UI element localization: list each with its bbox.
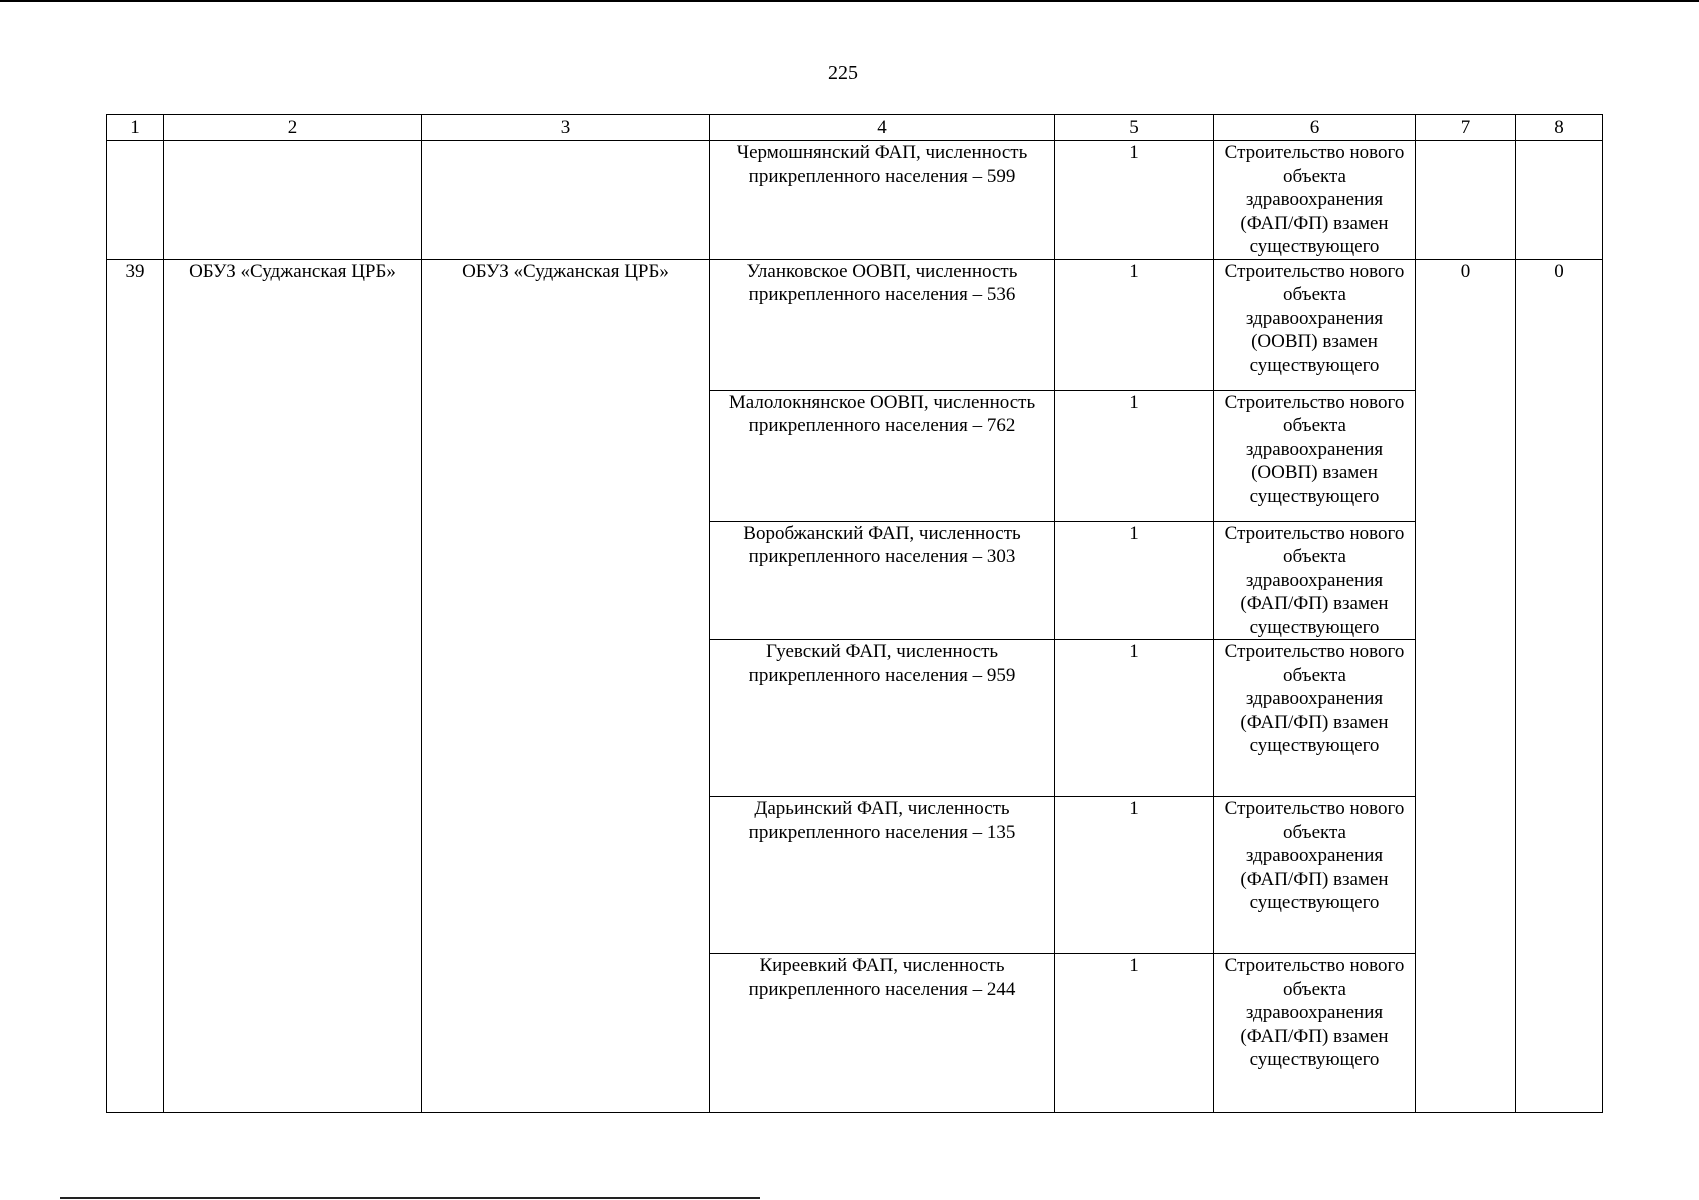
cell-action: Строительство нового объекта здравоохранения (ФАП/ФП) взамен существующего — [1214, 954, 1416, 1113]
header-col-3: 3 — [422, 115, 710, 141]
header-col-2: 2 — [164, 115, 422, 141]
cell-action: Строительство нового объекта здравоохранения (ФАП/ФП) взамен существующего — [1214, 521, 1416, 640]
header-row — [107, 115, 1603, 141]
cell-count: 1 — [1055, 390, 1214, 521]
cell-organization: ОБУЗ «Суджанская ЦРБ» — [164, 259, 422, 1113]
page-number: 225 — [828, 62, 858, 84]
cell-action: Строительство нового объекта здравоохранения (ФАП/ФП) взамен существующего — [1214, 797, 1416, 954]
table-row — [107, 259, 1603, 390]
header-col-4: 4 — [710, 115, 1055, 141]
cell-institution — [422, 141, 710, 260]
cell-organization — [164, 141, 422, 260]
header-col-6: 6 — [1214, 115, 1416, 141]
cell-object: Воробжанский ФАП, численность прикрепленного населения – 303 — [710, 521, 1055, 640]
header-col-1: 1 — [107, 115, 164, 141]
cell-object: Малолокнянское ООВП, численность прикрепленного населения – 762 — [710, 390, 1055, 521]
cell-count: 1 — [1055, 797, 1214, 954]
cell-object: Киреевкий ФАП, численность прикрепленного населения – 244 — [710, 954, 1055, 1113]
header-col-5: 5 — [1055, 115, 1214, 141]
cell-col8: 0 — [1516, 259, 1603, 1113]
cell-count: 1 — [1055, 521, 1214, 640]
header-col-8: 8 — [1516, 115, 1603, 141]
header-col-7: 7 — [1416, 115, 1516, 141]
cell-object: Чермошнянский ФАП, численность прикрепленного населения – 599 — [710, 141, 1055, 260]
page-top-border — [0, 0, 1699, 2]
cell-count: 1 — [1055, 259, 1214, 390]
cell-count: 1 — [1055, 640, 1214, 797]
cell-action: Строительство нового объекта здравоохранения (ООВП) взамен существующего — [1214, 259, 1416, 390]
cell-object: Гуевский ФАП, численность прикрепленного населения – 959 — [710, 640, 1055, 797]
cell-action: Строительство нового объекта здравоохранения (ФАП/ФП) взамен существующего — [1214, 141, 1416, 260]
data-table — [106, 114, 1603, 1113]
cell-institution: ОБУЗ «Суджанская ЦРБ» — [422, 259, 710, 1113]
cell-action: Строительство нового объекта здравоохранения (ООВП) взамен существующего — [1214, 390, 1416, 521]
cell-number — [107, 141, 164, 260]
cell-col7 — [1416, 141, 1516, 260]
cell-object: Уланковское ООВП, численность прикрепленного населения – 536 — [710, 259, 1055, 390]
cell-col8 — [1516, 141, 1603, 260]
table-row — [107, 141, 1603, 260]
cell-col7: 0 — [1416, 259, 1516, 1113]
cell-number: 39 — [107, 259, 164, 1113]
cell-action: Строительство нового объекта здравоохранения (ФАП/ФП) взамен существующего — [1214, 640, 1416, 797]
cell-object: Дарьинский ФАП, численность прикрепленного населения – 135 — [710, 797, 1055, 954]
page-bottom-border — [60, 1197, 760, 1199]
cell-count: 1 — [1055, 954, 1214, 1113]
cell-count: 1 — [1055, 141, 1214, 260]
